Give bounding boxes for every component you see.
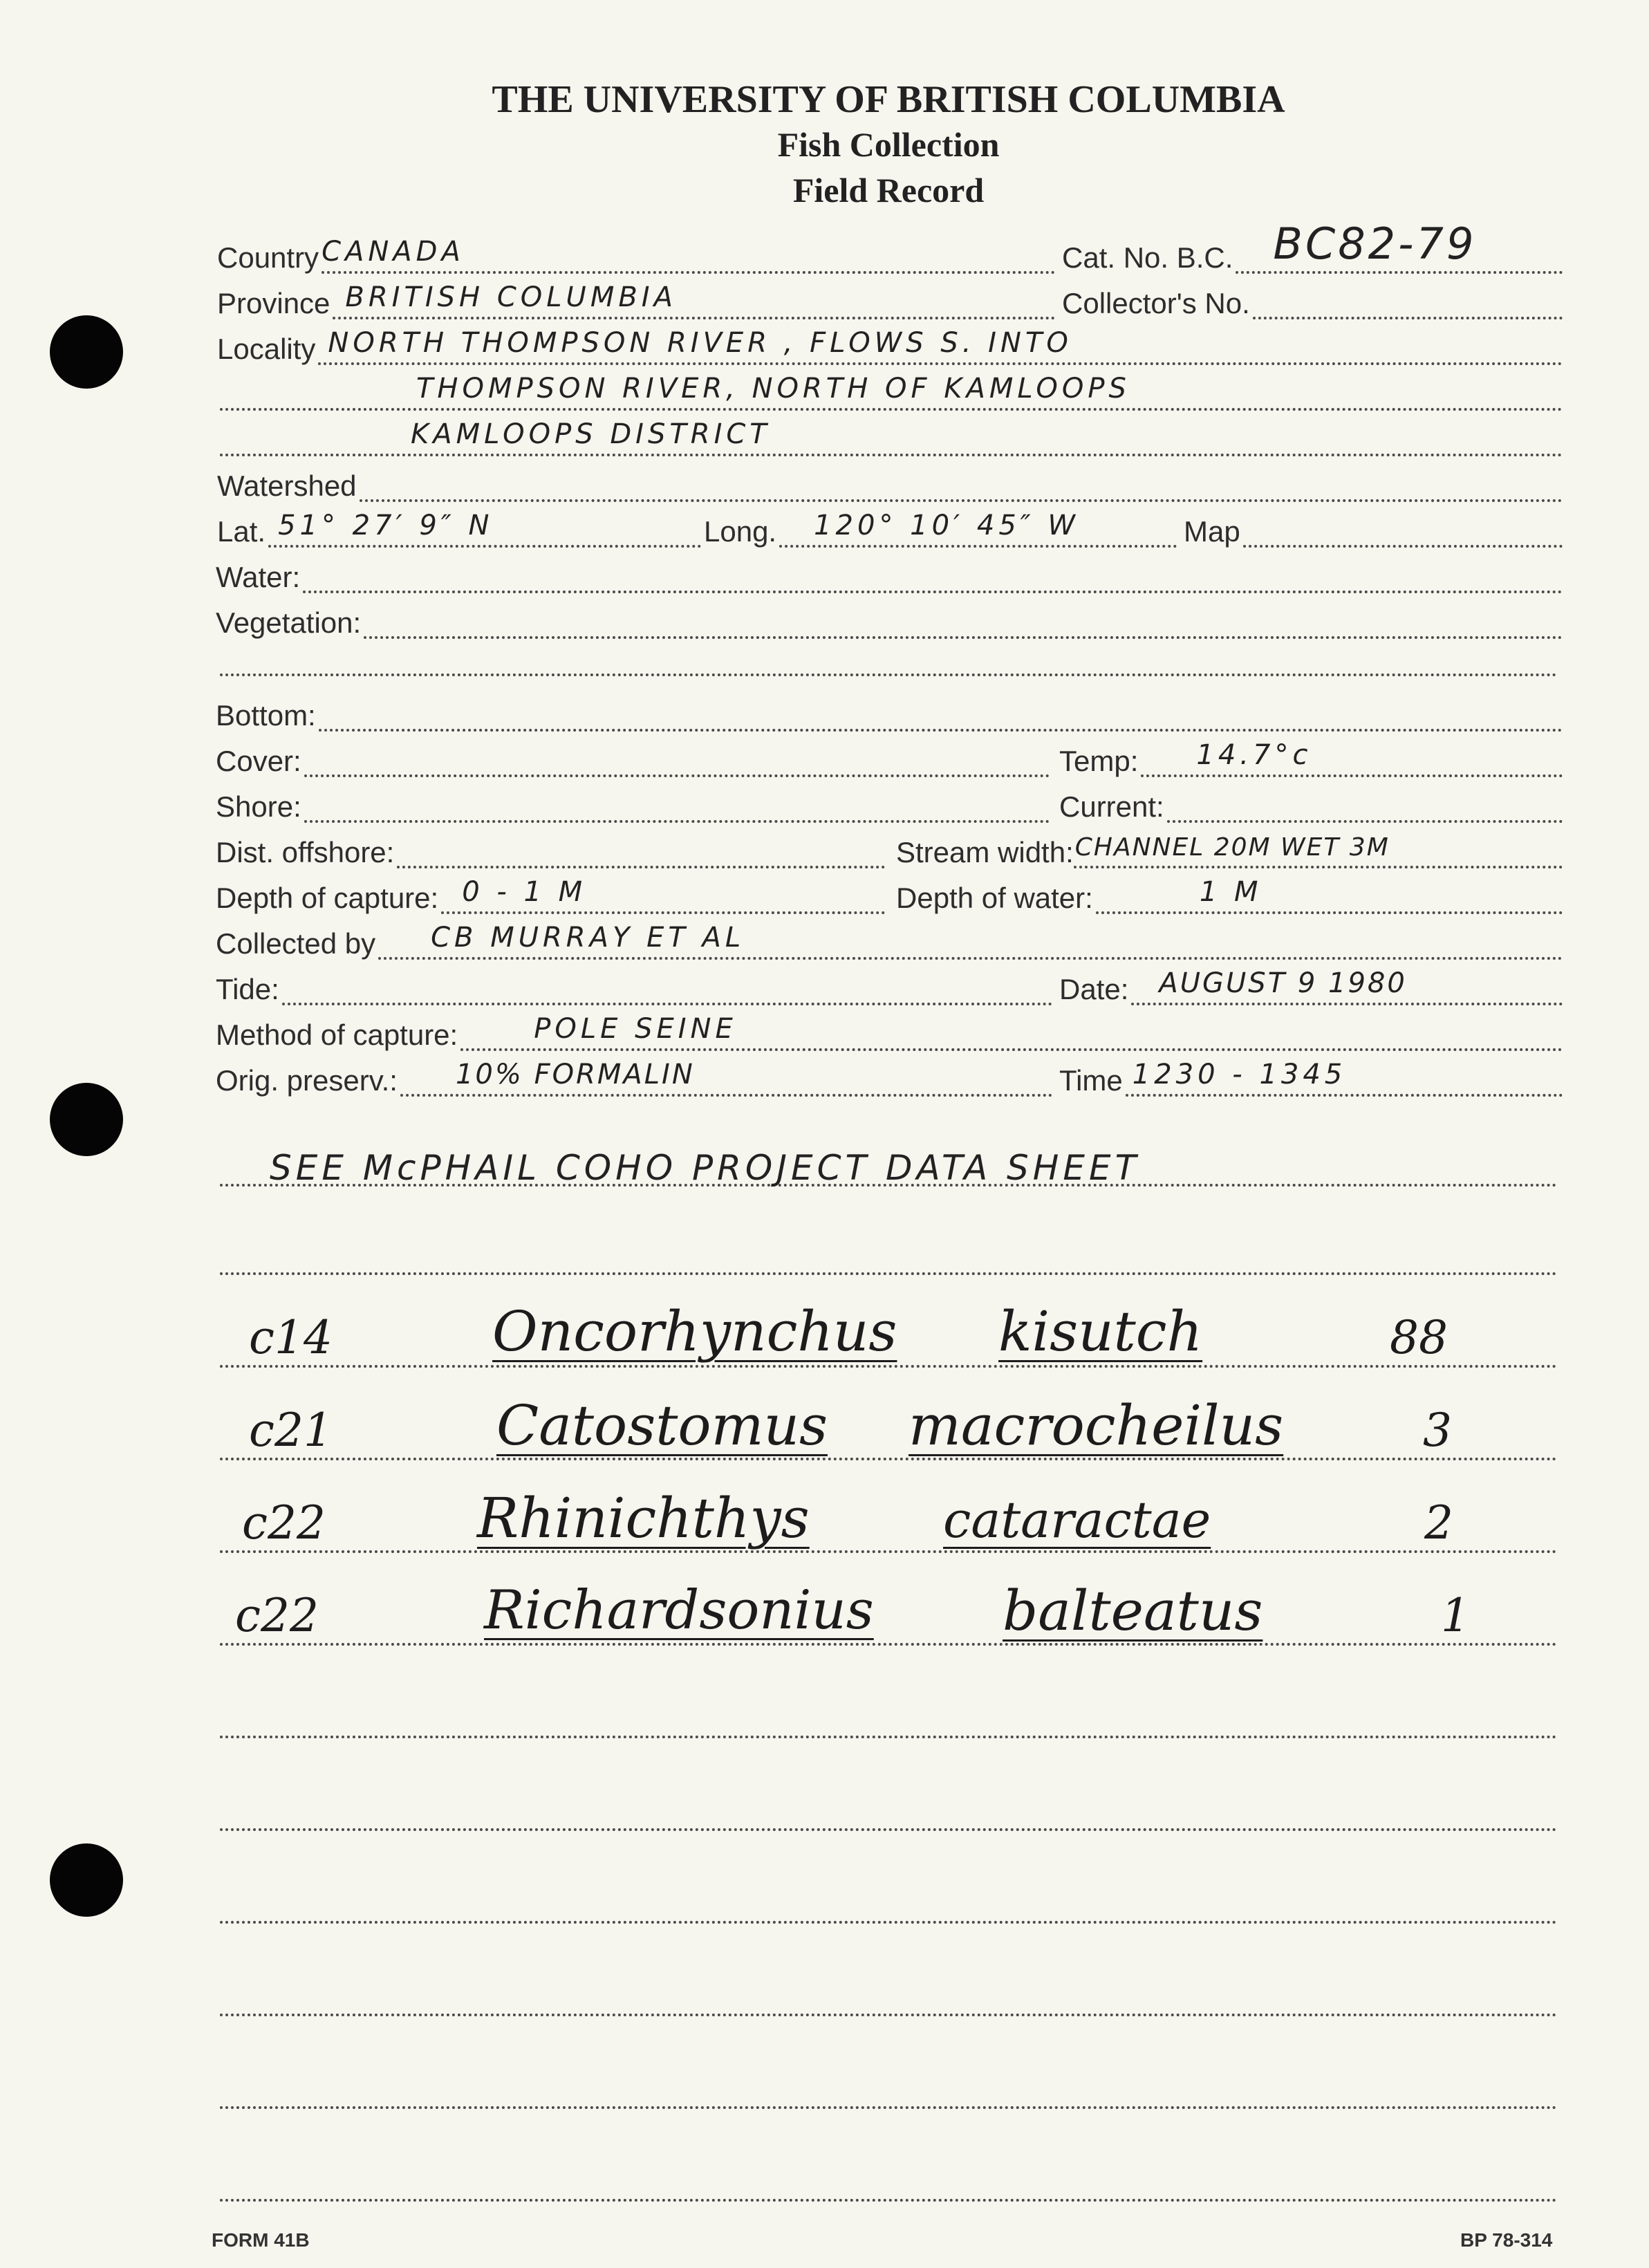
vegetation-field: Vegetation: <box>216 599 1563 639</box>
lat-field: Lat. 51° 27′ 9″ N <box>217 508 701 548</box>
specimen-species: macrocheilus <box>909 1393 1284 1458</box>
collected-by-value: CB MURRAY ET AL <box>431 922 745 954</box>
blank-rule <box>220 2014 1557 2016</box>
specimen-count: 2 <box>1424 1496 1453 1550</box>
print-code: BP 78-314 <box>1460 2229 1553 2251</box>
locality-value-2: THOMPSON RIVER, NORTH OF KAMLOOPS <box>416 373 1130 405</box>
specimen-species: kisutch <box>998 1299 1203 1364</box>
specimen-genus: Rhinichthys <box>477 1486 810 1550</box>
depth-of-capture-field: Depth of capture: 0 - 1 M <box>216 874 885 914</box>
stream-width-value: CHANNEL 20M WET 3M <box>1074 833 1390 862</box>
blank-rule <box>220 2106 1557 2109</box>
long-value: 120° 10′ 45″ W <box>814 510 1079 541</box>
specimen-rule <box>220 1458 1557 1460</box>
university-title: THE UNIVERSITY OF BRITISH COLUMBIA <box>492 78 1285 121</box>
specimen-rule <box>220 1643 1557 1646</box>
specimen-rule <box>220 1550 1557 1553</box>
specimen-count: 1 <box>1441 1589 1470 1642</box>
long-field: Long. 120° 10′ 45″ W <box>704 508 1177 548</box>
specimen-count: 88 <box>1390 1311 1448 1364</box>
specimen-genus: Richardsonius <box>484 1579 874 1642</box>
country-value: CANADA <box>322 236 465 268</box>
blank-rule <box>220 1272 1557 1275</box>
specimen-genus: Catostomus <box>496 1393 828 1458</box>
depth-of-capture-value: 0 - 1 M <box>462 876 587 908</box>
temp-field: Temp: 14.7°c <box>1059 737 1563 777</box>
method-of-capture-field: Method of capture: POLE SEINE <box>216 1011 1563 1051</box>
blank-rule <box>220 1736 1557 1738</box>
country-field: Country CANADA <box>217 234 1055 274</box>
cat-no-value: BC82-79 <box>1273 219 1477 269</box>
collection-subtitle: Fish Collection <box>777 125 1000 164</box>
locality-value: NORTH THOMPSON RIVER , FLOWS S. INTO <box>328 327 1072 359</box>
specimen-code: c22 <box>235 1589 319 1642</box>
watershed-field: Watershed <box>217 462 1563 502</box>
specimen-code: c21 <box>249 1404 333 1457</box>
province-field: Province BRITISH COLUMBIA <box>217 279 1055 319</box>
tide-field: Tide: <box>216 965 1052 1005</box>
shore-field: Shore: <box>216 783 1050 823</box>
blank-rule <box>220 1921 1557 1924</box>
cat-no-field: Cat. No. B.C. BC82-79 <box>1062 234 1563 274</box>
method-of-capture-value: POLE SEINE <box>534 1013 737 1045</box>
locality-line-3 <box>220 416 1563 456</box>
current-field: Current: <box>1059 783 1563 823</box>
orig-preserv-value: 10% FORMALIN <box>455 1059 695 1090</box>
specimen-rule <box>220 1365 1557 1368</box>
collectors-no-field: Collector's No. <box>1062 279 1563 319</box>
province-value: BRITISH COLUMBIA <box>345 281 677 313</box>
date-value: AUGUST 9 1980 <box>1159 967 1407 999</box>
specimen-species: cataractae <box>943 1491 1211 1549</box>
temp-value: 14.7°c <box>1196 739 1312 771</box>
locality-line-2 <box>220 371 1563 411</box>
specimen-species: balteatus <box>1003 1579 1263 1643</box>
cover-field: Cover: <box>216 737 1050 777</box>
specimen-genus: Oncorhynchus <box>492 1299 897 1364</box>
specimen-count: 3 <box>1423 1404 1452 1457</box>
date-field: Date: AUGUST 9 1980 <box>1059 965 1563 1005</box>
depth-of-water-field: Depth of water: 1 M <box>896 874 1563 914</box>
blank-rule <box>220 2199 1557 2202</box>
punch-hole <box>50 315 123 389</box>
stream-width-field: Stream width: CHANNEL 20M WET 3M <box>896 828 1563 868</box>
map-field: Map <box>1184 508 1563 548</box>
punch-hole <box>50 1843 123 1917</box>
form-number: FORM 41B <box>212 2229 310 2251</box>
dist-offshore-field: Dist. offshore: <box>216 828 885 868</box>
notes-text: SEE McPHAIL COHO PROJECT DATA SHEET <box>270 1148 1141 1188</box>
locality-field: Locality NORTH THOMPSON RIVER , FLOWS S. INTO <box>217 325 1563 365</box>
blank-rule <box>220 1828 1557 1831</box>
blank-rule <box>220 673 1557 676</box>
collected-by-field: Collected by CB MURRAY ET AL <box>216 920 1563 960</box>
lat-value: 51° 27′ 9″ N <box>278 510 494 541</box>
orig-preserv-field: Orig. preserv.: 10% FORMALIN <box>216 1057 1052 1097</box>
time-value: 1230 - 1345 <box>1132 1059 1347 1090</box>
specimen-code: c22 <box>242 1496 326 1550</box>
bottom-field: Bottom: <box>216 691 1563 732</box>
form-title: Field Record <box>792 171 985 210</box>
time-field: Time 1230 - 1345 <box>1059 1057 1563 1097</box>
depth-of-water-value: 1 M <box>1199 876 1263 908</box>
water-field: Water: <box>216 553 1563 593</box>
specimen-code: c14 <box>249 1311 333 1364</box>
punch-hole <box>50 1083 123 1156</box>
locality-value-3: KAMLOOPS DISTRICT <box>411 418 771 450</box>
